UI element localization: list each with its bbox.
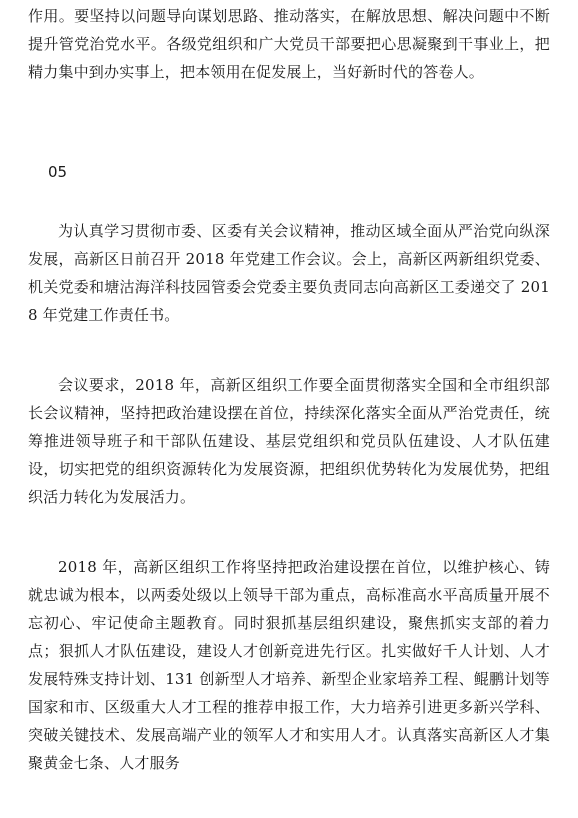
section-number: 05 xyxy=(48,163,68,181)
paragraph-continuation: 作用。要坚持以问题导向谋划思路、推动落实，在解放思想、解决问题中不断提升管党治党水平。各级党组织和广大党员干部要把心思凝聚到干事业上，把精力集中到办实事上，把本领用在促发展上，当好新时代的答卷人。 xyxy=(28,7,550,81)
paragraph-2018-plan: 2018 年，高新区组织工作将坚持把政治建设摆在首位，以维护核心、铸就忠诚为根本，以两委处级以上领导干部为重点，高标准高水平高质量开展不忘初心、牢记使命主题教育。同时狠抓基层组织建设，聚焦抓实支部的着力点；狠抓人才队伍建设，建设人才创新竞进先行区。扎实做好千人计划、人才发展特殊支持计划、131 创新型人才培养、新型企业家培养工程、鲲鹏计划等国家和市、区级重大人才工程的推荐申报工作，大力培养引进更多新兴学科、突破关键技术、发展高端产业的领军人才和实用人才。认真落实高新区人才集聚黄金七条、人才服务 xyxy=(28,558,550,772)
paragraph-meeting-requirements: 会议要求，2018 年，高新区组织工作要全面贯彻落实全国和全市组织部长会议精神，坚持把政治建设摆在首位，持续深化落实全面从严治党责任，统筹推进领导班子和干部队伍建设、基层党组织和党员队伍建设、人才队伍建设，切实把党的组织资源转化为发展资源，把组织优势转化为发展优势，把组织活力转化为发展活力。 xyxy=(28,376,550,506)
paragraph-meeting-intro: 为认真学习贯彻市委、区委有关会议精神，推动区域全面从严治党向纵深发展，高新区日前召开 2018 年党建工作会议。会上，高新区两新组织党委、机关党委和塘沽海洋科技园管委会党委主要负责同志向高新区工委递交了 2018 年党建工作责任书。 xyxy=(28,222,550,324)
